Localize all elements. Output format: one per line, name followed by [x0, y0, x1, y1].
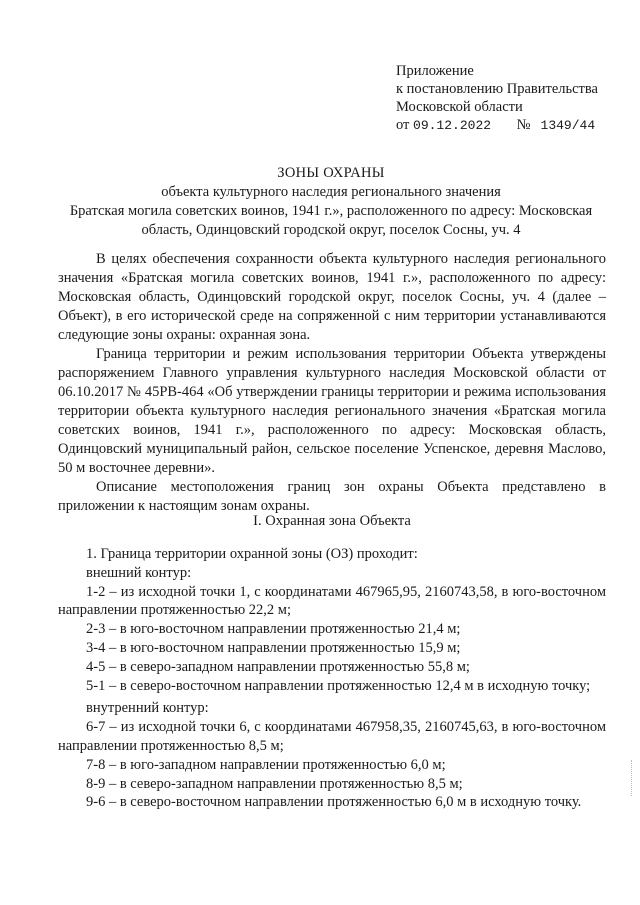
margin-scan-mark — [631, 760, 638, 796]
header-prefix: от — [396, 117, 410, 133]
inner-segment: 6-7 – из исходной точки 6, с координатами 467958,35, 2160745,63, в юго-восточном направлении протяженностью 8,5 м; — [58, 719, 606, 754]
title-line-3: Братская могила советских воинов, 1941 г.», расположенного по адресу: Московская — [69, 203, 593, 219]
header-number: 1349/44 — [540, 118, 596, 133]
boundary-description — [58, 545, 606, 812]
outer-segment: 2-3 – в юго-восточном направлении протяженностью 21,4 м; — [86, 621, 461, 638]
header-date: 09.12.2022 — [413, 118, 492, 133]
outer-contour-label: внешний контур: — [86, 564, 192, 581]
outer-segment: 1-2 – из исходной точки 1, с координатами 467965,95, 2160743,58, в юго-восточном направлении протяженностью 22,2 м; — [58, 583, 606, 619]
outer-segment: 3-4 – в юго-восточном направлении протяженностью 15,9 м; — [86, 639, 461, 656]
boundary-intro: 1. Граница территории охранной зоны (ОЗ) проходит: — [86, 546, 418, 562]
header-date-line — [396, 116, 598, 135]
header-line-1: Приложение — [396, 63, 474, 79]
header-number-sign: № — [516, 117, 531, 133]
header-line-2: к постановлению Правительства — [396, 81, 598, 97]
title-line-4: область, Одинцовский городской округ, поселок Сосны, уч. 4 — [141, 222, 521, 238]
title-main: ЗОНЫ ОХРАНЫ — [277, 165, 385, 181]
outer-segment: 5-1 – в северо-восточном направлении протяженностью 12,4 м в исходную точку; — [86, 677, 591, 694]
paragraph-3: Описание местоположения границ зон охраны Объекта представлено в приложении к настоящим зонам охраны. — [58, 479, 606, 514]
paragraph-2: Граница территории и режим использования территории Объекта утверждены распоряжением Главного управления культурного наследия Московской области от 06.10.2017 № 45РВ-464 «Об утверждении границы территории и режима использования территории объекта культурного наследия регионального значения «Братская могила советских воинов, 1941 г.», расположенного по адресу: Московская область, Одинцовский муниципальный район, сельское поселение Успенское, деревня Маслово, 50 м восточнее деревни». — [58, 346, 606, 476]
paragraph-1: В целях обеспечения сохранности объекта культурного наследия регионального значения «Братская могила советских воинов, 1941 г.», расположенного по адресу: Московская область, Одинцовский городской округ, поселок Сосны, уч. 4 (далее – Объект), в его исторической среде на сопряженной с ним территории устанавливаются следующие зоны охраны: охранная зона. — [58, 251, 606, 343]
title-line-2: объекта культурного наследия регионального значения — [161, 184, 501, 200]
outer-segment: 4-5 – в северо-западном направлении протяженностью 55,8 м; — [86, 658, 470, 675]
inner-segment: 9-6 – в северо-восточном направлении протяженностью 6,0 м в исходную точку. — [86, 794, 582, 811]
section-title: I. Охранная зона Объекта — [253, 513, 411, 529]
intro-text — [58, 250, 606, 516]
inner-segment: 7-8 – в юго-западном направлении протяженностью 6,0 м; — [86, 756, 446, 773]
inner-segment: 8-9 – в северо-западном направлении протяженностью 8,5 м; — [86, 775, 463, 792]
header-line-3: Московской области — [396, 99, 523, 115]
document-title — [56, 164, 606, 240]
appendix-header — [396, 62, 598, 135]
inner-contour-label: внутренний контур: — [86, 700, 209, 717]
